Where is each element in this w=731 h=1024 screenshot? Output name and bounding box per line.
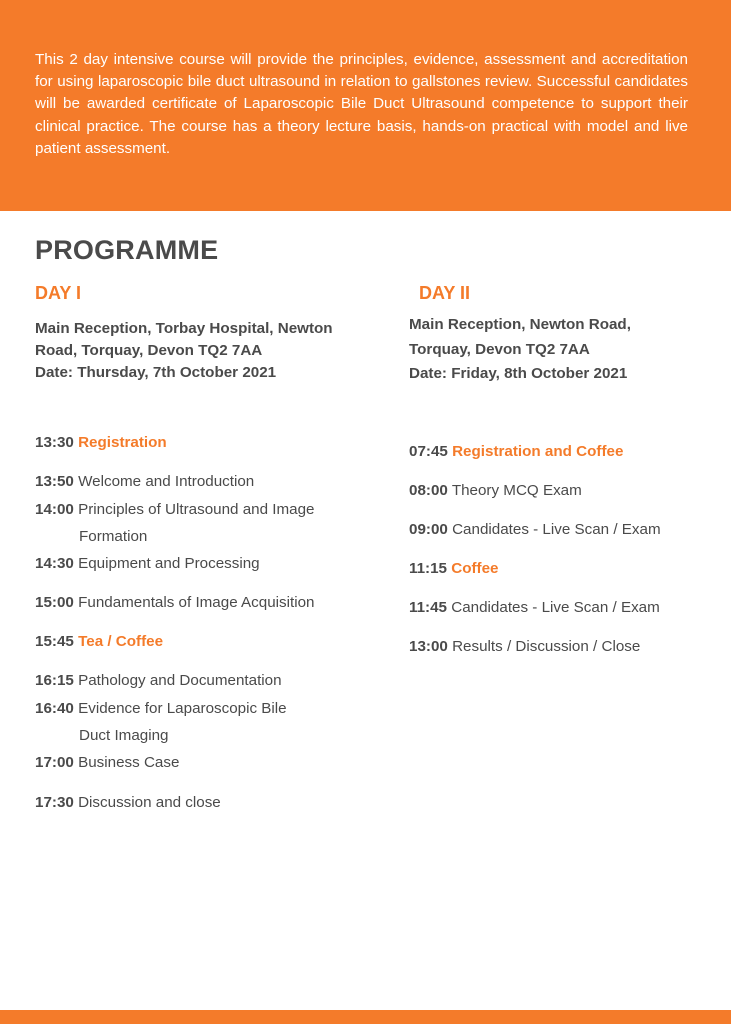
day1-date: Date: Thursday, 7th October 2021 [35,364,277,381]
item-label: Evidence for Laparoscopic Bile [78,700,287,717]
item-label: Candidates - Live Scan / Exam [452,521,661,538]
day1-title: DAY I [35,283,82,303]
schedule-item [35,667,282,694]
item-time: 17:30 [35,794,74,811]
item-time: 17:00 [35,754,74,771]
header-banner [0,0,731,211]
item-label: Tea / Coffee [78,633,164,650]
day2-date: Date: Friday, 8th October 2021 [409,365,628,382]
schedule-item [35,429,167,456]
item-label: Registration and Coffee [452,443,624,460]
item-time: 11:45 [409,599,448,616]
item-time: 16:15 [35,672,74,689]
item-label: Fundamentals of Image Acquisition [78,594,315,611]
item-time: 07:45 [409,443,448,460]
item-time: 15:45 [35,633,74,650]
footer-bar [0,1010,731,1024]
item-time: 13:50 [35,473,74,490]
item-time: 08:00 [409,482,448,499]
item-label: Candidates - Live Scan / Exam [451,599,660,616]
schedule-item [35,589,314,616]
schedule-item [409,438,623,465]
item-time: 16:40 [35,700,74,717]
schedule-item [409,555,499,582]
day1-venue [35,318,333,384]
schedule-item [35,468,254,495]
day1-venue-line2: Road, Torquay, Devon TQ2 7AA [35,342,263,359]
day1-venue-line1: Main Reception, Torbay Hospital, Newton [35,320,333,337]
item-label: Pathology and Documentation [78,672,282,689]
item-label: Theory MCQ Exam [451,482,582,499]
schedule-item [409,633,640,660]
item-label: Business Case [78,754,180,771]
schedule-item [35,789,221,816]
schedule-item [35,496,314,523]
item-label: Welcome and Introduction [78,473,255,490]
schedule-item [35,749,179,776]
item-label: Registration [78,434,167,451]
schedule-item [35,628,163,655]
item-time: 14:00 [35,501,74,518]
schedule-item [409,594,660,621]
schedule-item [35,550,260,577]
day2-title: DAY II [419,283,471,303]
item-time: 13:00 [409,638,448,655]
item-time: 15:00 [35,594,74,611]
item-label: Discussion and close [78,794,221,811]
item-label: Coffee [451,560,499,577]
schedule-item-continuation [35,722,168,749]
item-time: 14:30 [35,555,74,572]
item-time: 09:00 [409,521,448,538]
schedule-item [409,516,661,543]
day2-venue-line2: Torquay, Devon TQ2 7AA [409,340,590,358]
day2-venue-line1: Main Reception, Newton Road, [409,316,631,333]
item-label: Results / Discussion / Close [452,638,641,655]
programme-title: PROGRAMME [35,235,219,265]
item-time: 13:30 [35,434,74,451]
day2-venue [409,313,631,387]
item-label: Equipment and Processing [78,555,260,572]
item-label-cont: Duct Imaging [79,727,169,744]
item-time: 11:15 [409,560,448,577]
item-label: Principles of Ultrasound and Image [78,501,315,518]
schedule-item [409,477,582,504]
schedule-item-continuation [35,523,147,550]
schedule-item [35,695,287,722]
course-intro: This 2 day intensive course will provide the principles, evidence, assessment and accreditation for using laparoscopic bile duct ultrasound in relation to gallstones review. Successful candidates will be awarded certificate of Laparoscopic Bile Duct Ultrasound competence to support their clinical practice. The course has a theory lecture basis, hands-on practical with model and live patient assessment. [35,51,688,157]
item-label-cont: Formation [79,528,148,545]
